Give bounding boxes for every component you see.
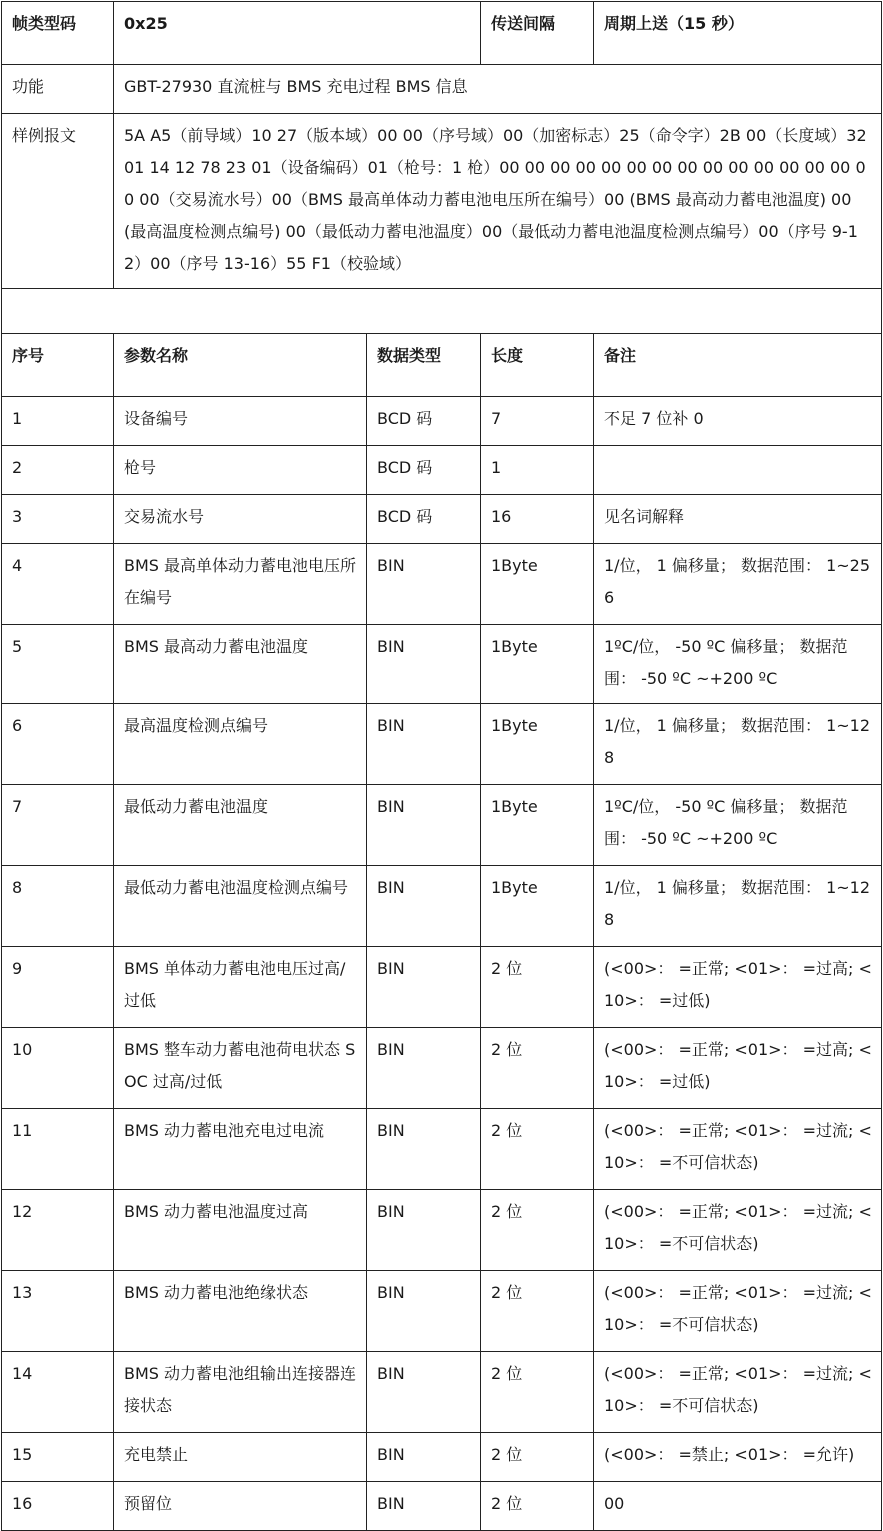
cell-type: BIN	[367, 947, 481, 1028]
cell-type: BIN	[367, 1028, 481, 1109]
cell-name: 枪号	[114, 446, 367, 495]
cell-seq: 2	[2, 446, 114, 495]
function-label: 功能	[2, 65, 114, 114]
interval-value: 周期上送（15 秒）	[594, 2, 882, 65]
cell-name: 设备编号	[114, 397, 367, 446]
cell-seq: 1	[2, 397, 114, 446]
cell-name: BMS 整车动力蓄电池荷电状态 SOC 过高/过低	[114, 1028, 367, 1109]
sample-label: 样例报文	[2, 114, 114, 289]
table-row	[2, 397, 882, 446]
cell-note: (<00>： =正常; <01>： =过高; <10>： =过低)	[594, 947, 882, 1028]
cell-seq: 7	[2, 785, 114, 866]
cell-type: BIN	[367, 704, 481, 785]
cell-length: 1Byte	[481, 866, 594, 947]
col-note: 备注	[594, 334, 882, 397]
table-row	[2, 1271, 882, 1352]
cell-note	[594, 446, 882, 495]
cell-note: 不足 7 位补 0	[594, 397, 882, 446]
cell-type: BIN	[367, 785, 481, 866]
table-row	[2, 785, 882, 866]
protocol-table	[1, 1, 882, 1531]
cell-length: 2 位	[481, 1352, 594, 1433]
table-row	[2, 1482, 882, 1531]
table-row	[2, 947, 882, 1028]
cell-seq: 9	[2, 947, 114, 1028]
table-row	[2, 1109, 882, 1190]
cell-type: BIN	[367, 1352, 481, 1433]
cell-note: (<00>： =正常; <01>： =过流; <10>： =不可信状态)	[594, 1190, 882, 1271]
cell-seq: 15	[2, 1433, 114, 1482]
cell-note: 1ºC/位， -50 ºC 偏移量； 数据范围： -50 ºC ~+200 ºC	[594, 785, 882, 866]
cell-name: 充电禁止	[114, 1433, 367, 1482]
spacer-cell	[2, 289, 882, 334]
table-row	[2, 866, 882, 947]
cell-note: 00	[594, 1482, 882, 1531]
cell-name: 最高温度检测点编号	[114, 704, 367, 785]
table-row	[2, 625, 882, 704]
cell-length: 2 位	[481, 1028, 594, 1109]
cell-name: BMS 最高单体动力蓄电池电压所在编号	[114, 544, 367, 625]
table-row	[2, 704, 882, 785]
cell-seq: 4	[2, 544, 114, 625]
cell-type: BIN	[367, 1433, 481, 1482]
cell-type: BIN	[367, 1109, 481, 1190]
col-length: 长度	[481, 334, 594, 397]
cell-seq: 10	[2, 1028, 114, 1109]
cell-length: 2 位	[481, 1190, 594, 1271]
cell-name: BMS 最高动力蓄电池温度	[114, 625, 367, 704]
cell-note: 1ºC/位， -50 ºC 偏移量； 数据范围： -50 ºC ~+200 ºC	[594, 625, 882, 704]
cell-note: 见名词解释	[594, 495, 882, 544]
cell-length: 1Byte	[481, 625, 594, 704]
cell-name: BMS 动力蓄电池充电过电流	[114, 1109, 367, 1190]
cell-seq: 13	[2, 1271, 114, 1352]
interval-label: 传送间隔	[481, 2, 594, 65]
cell-length: 2 位	[481, 947, 594, 1028]
table-row	[2, 1028, 882, 1109]
cell-note: (<00>： =正常; <01>： =过流; <10>： =不可信状态)	[594, 1271, 882, 1352]
header-row	[2, 2, 882, 65]
function-row	[2, 65, 882, 114]
cell-name: 预留位	[114, 1482, 367, 1531]
col-name: 参数名称	[114, 334, 367, 397]
cell-type: BIN	[367, 866, 481, 947]
cell-note: (<00>： =正常; <01>： =过高; <10>： =过低)	[594, 1028, 882, 1109]
cell-seq: 11	[2, 1109, 114, 1190]
cell-type: BIN	[367, 1190, 481, 1271]
cell-length: 1Byte	[481, 544, 594, 625]
cell-length: 2 位	[481, 1433, 594, 1482]
cell-length: 2 位	[481, 1271, 594, 1352]
cell-note: (<00>： =正常; <01>： =过流; <10>： =不可信状态)	[594, 1352, 882, 1433]
cell-name: BMS 动力蓄电池绝缘状态	[114, 1271, 367, 1352]
cell-seq: 6	[2, 704, 114, 785]
cell-length: 1Byte	[481, 704, 594, 785]
cell-name: 最低动力蓄电池温度检测点编号	[114, 866, 367, 947]
cell-length: 1	[481, 446, 594, 495]
spacer-row	[2, 289, 882, 334]
cell-name: BMS 动力蓄电池组输出连接器连接状态	[114, 1352, 367, 1433]
col-seq: 序号	[2, 334, 114, 397]
frame-type-value: 0x25	[114, 2, 481, 65]
cell-type: BCD 码	[367, 397, 481, 446]
cell-length: 16	[481, 495, 594, 544]
table-row	[2, 1190, 882, 1271]
cell-seq: 16	[2, 1482, 114, 1531]
cell-name: 最低动力蓄电池温度	[114, 785, 367, 866]
cell-note: (<00>： =正常; <01>： =过流; <10>： =不可信状态)	[594, 1109, 882, 1190]
cell-seq: 3	[2, 495, 114, 544]
cell-length: 1Byte	[481, 785, 594, 866]
cell-type: BIN	[367, 625, 481, 704]
cell-type: BIN	[367, 544, 481, 625]
table-row	[2, 1433, 882, 1482]
table-row	[2, 1352, 882, 1433]
function-value: GBT-27930 直流桩与 BMS 充电过程 BMS 信息	[114, 65, 882, 114]
frame-type-label: 帧类型码	[2, 2, 114, 65]
col-type: 数据类型	[367, 334, 481, 397]
cell-type: BIN	[367, 1271, 481, 1352]
table-row	[2, 544, 882, 625]
cell-name: BMS 动力蓄电池温度过高	[114, 1190, 367, 1271]
cell-type: BIN	[367, 1482, 481, 1531]
cell-seq: 12	[2, 1190, 114, 1271]
cell-name: BMS 单体动力蓄电池电压过高/过低	[114, 947, 367, 1028]
table-row	[2, 446, 882, 495]
cell-name: 交易流水号	[114, 495, 367, 544]
cell-note: 1/位， 1 偏移量； 数据范围： 1~256	[594, 544, 882, 625]
cell-note: (<00>： =禁止; <01>： =允许)	[594, 1433, 882, 1482]
sample-value: 5A A5（前导域）10 27（版本域）00 00（序号域）00（加密标志）25（命令字）2B 00（长度域）32 01 14 12 78 23 01（设备编码）01（枪号：1 枪）00 00 00 00 00 00 00 00 00 00 00 00 00 00 00 00（交易流水号）00（BMS 最高单体动力蓄电池电压所在编号）00 (BMS 最高动力蓄电池温度) 00 (最高温度检测点编号) 00（最低动力蓄电池温度）00（最低动力蓄电池温度检测点编号）00（序号 9-12）00（序号 13-16）55 F1（校验域）	[114, 114, 882, 289]
cell-seq: 14	[2, 1352, 114, 1433]
cell-type: BCD 码	[367, 495, 481, 544]
table-row	[2, 495, 882, 544]
cell-length: 2 位	[481, 1482, 594, 1531]
cell-seq: 8	[2, 866, 114, 947]
cell-seq: 5	[2, 625, 114, 704]
cell-note: 1/位， 1 偏移量； 数据范围： 1~128	[594, 866, 882, 947]
cell-type: BCD 码	[367, 446, 481, 495]
cell-length: 2 位	[481, 1109, 594, 1190]
cell-length: 7	[481, 397, 594, 446]
sample-row	[2, 114, 882, 289]
cell-note: 1/位， 1 偏移量； 数据范围： 1~128	[594, 704, 882, 785]
column-header-row	[2, 334, 882, 397]
